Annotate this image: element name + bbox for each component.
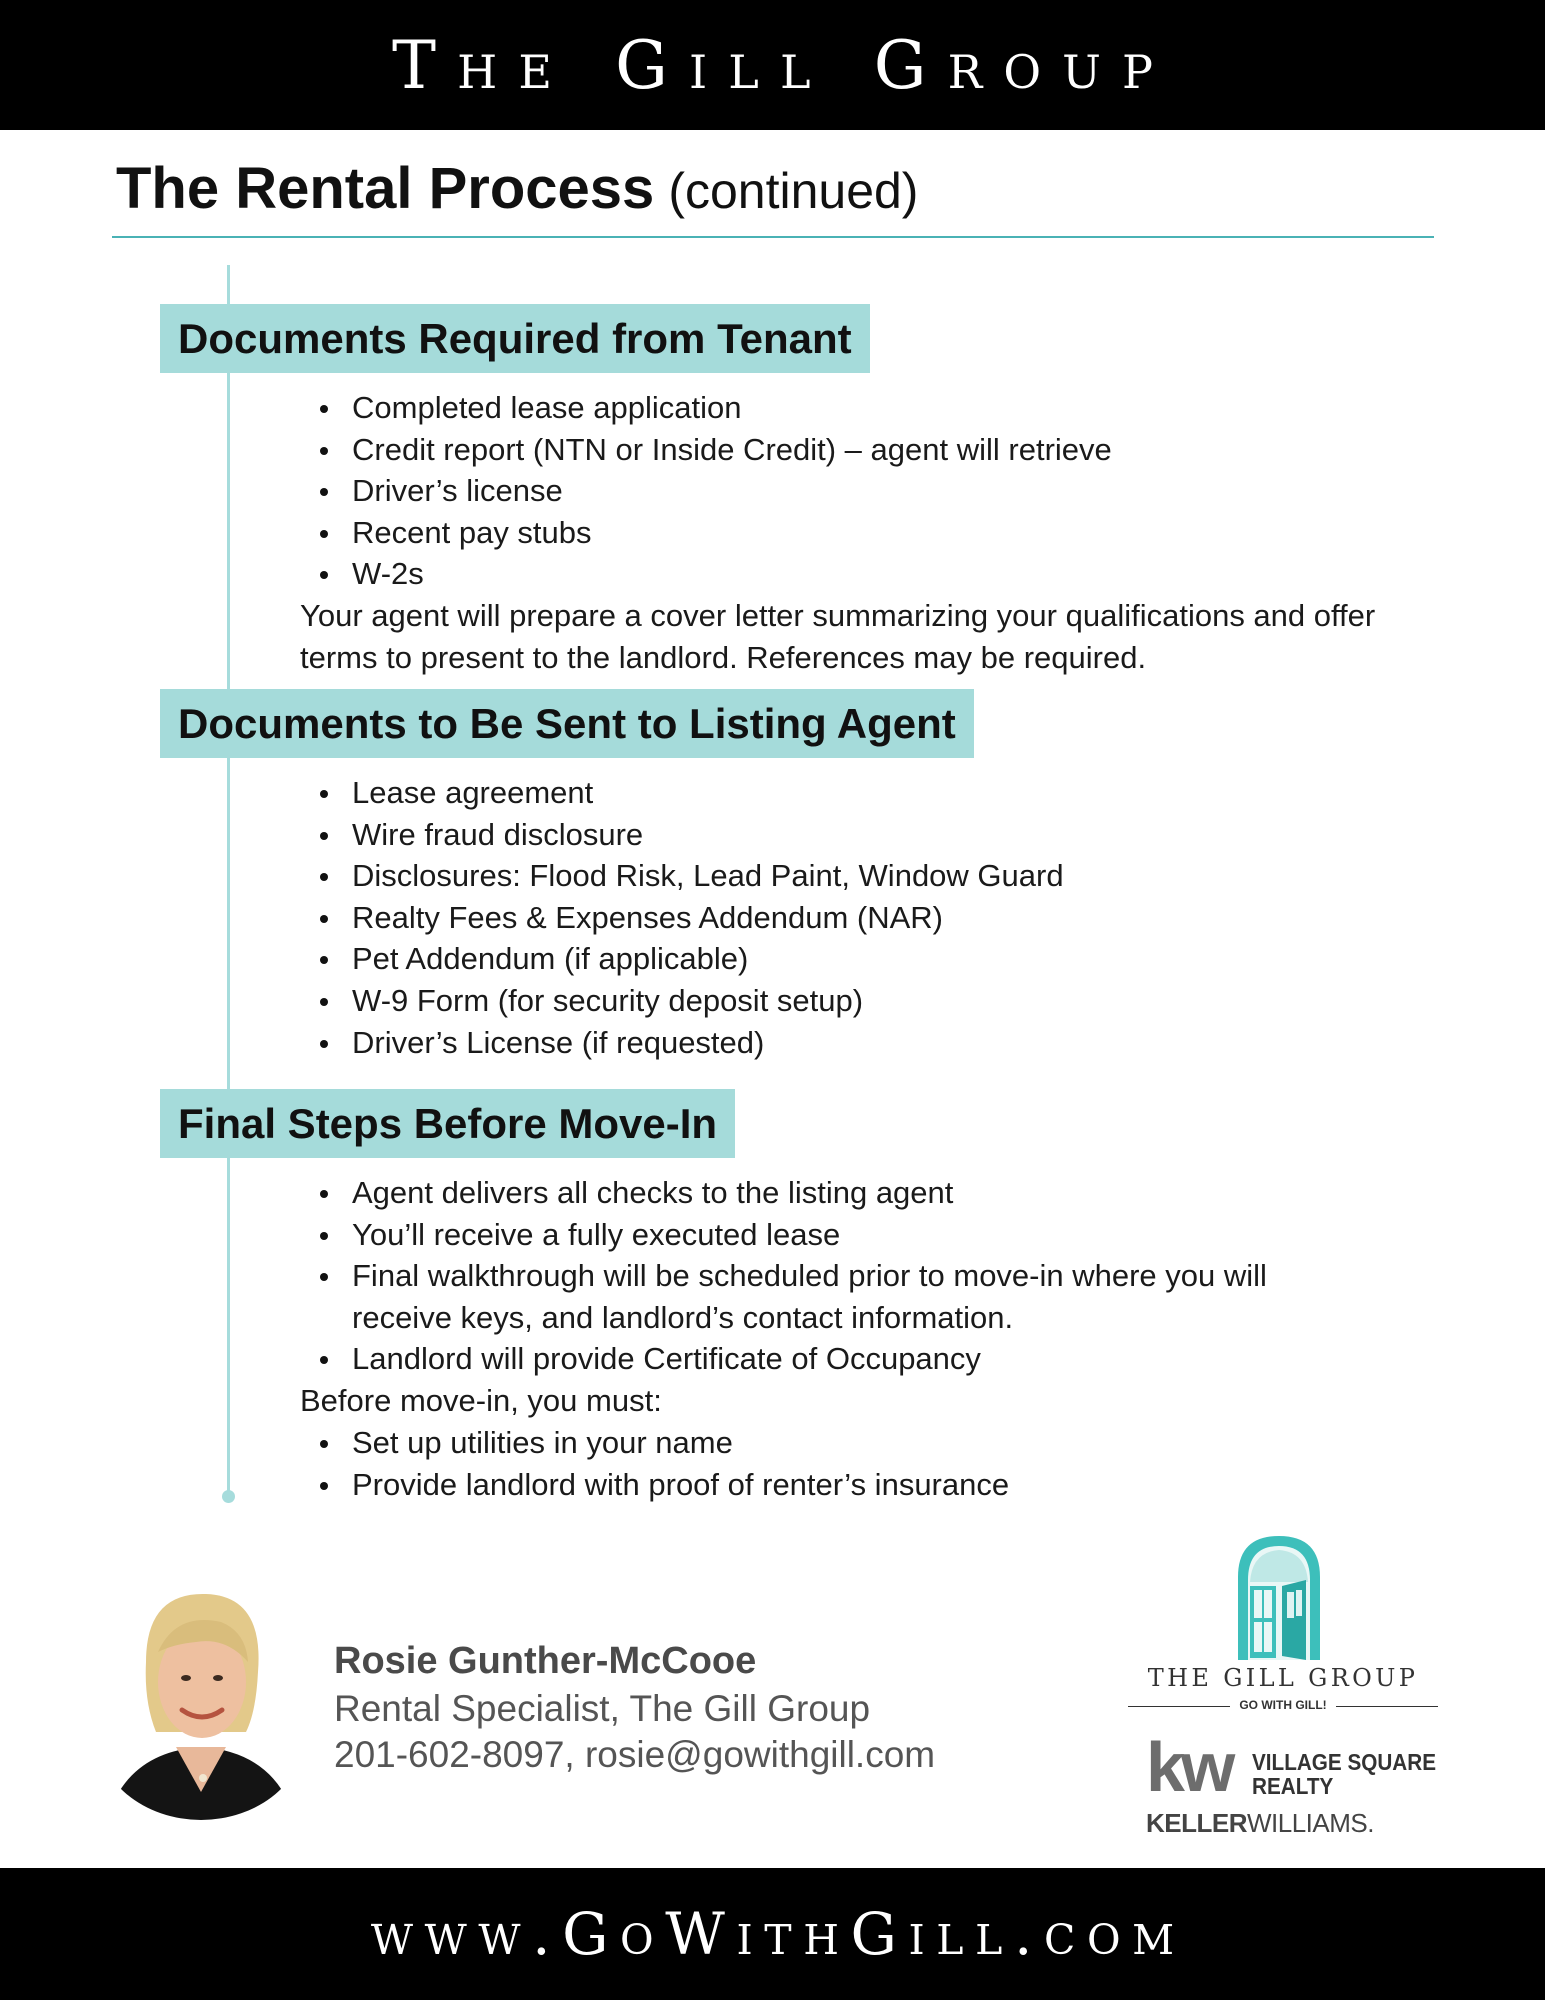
kw-keller-bold: KELLER (1146, 1808, 1247, 1838)
heading-divider (112, 236, 1434, 238)
page-title (116, 155, 918, 222)
cover-letter-note: Your agent will prepare a cover letter summarizing your qualifications and offer terms to present to the landlord. References may be required. (300, 598, 1376, 675)
list-item: Driver’s License (if requested) (300, 1022, 1064, 1064)
section-title-tenant-documents: Documents Required from Tenant (160, 304, 870, 373)
list-item: Completed lease application (300, 387, 1112, 429)
list-item: Provide landlord with proof of renter’s insurance (300, 1464, 1009, 1506)
tenant-documents-list (300, 387, 1112, 595)
list-item: Driver’s license (300, 470, 1112, 512)
list-item: Agent delivers all checks to the listing agent (300, 1172, 1360, 1214)
brand-title: The Gill Group (391, 26, 1175, 104)
page-title-main: The Rental Process (116, 156, 655, 221)
gill-tagline: GO WITH GILL! (1239, 1698, 1327, 1712)
website-link[interactable]: www.GoWithGill.com (370, 1900, 1186, 1968)
list-item: Final walkthrough will be scheduled prior to move-in where you will receive keys, and landlord’s contact information. (300, 1255, 1360, 1338)
door-logo-icon (1234, 1532, 1324, 1662)
kw-williams: WILLIAMS. (1247, 1808, 1374, 1838)
brand-logos (1128, 1532, 1438, 1842)
list-item: Wire fraud disclosure (300, 814, 1064, 856)
listing-agent-documents-list (300, 772, 1064, 1063)
kw-office-line1: VILLAGE SQUARE (1252, 1749, 1437, 1775)
section-title-listing-agent-documents: Documents to Be Sent to Listing Agent (160, 689, 974, 758)
list-item: Realty Fees & Expenses Addendum (NAR) (300, 897, 1064, 939)
tagline-rule-right (1336, 1706, 1438, 1707)
section-title-final-steps: Final Steps Before Move-In (160, 1089, 735, 1158)
before-move-in-list (300, 1422, 1009, 1505)
contact-role: Rental Specialist, The Gill Group (334, 1688, 871, 1729)
list-item: You’ll receive a fully executed lease (300, 1214, 1360, 1256)
list-item: Lease agreement (300, 772, 1064, 814)
list-item: Recent pay stubs (300, 512, 1112, 554)
list-item: W-2s (300, 553, 1112, 595)
header-band (0, 0, 1545, 130)
agent-avatar (96, 1582, 306, 1822)
list-item: Pet Addendum (if applicable) (300, 938, 1064, 980)
gill-group-logo-text: THE GILL GROUP (1147, 1664, 1419, 1692)
list-item: Landlord will provide Certificate of Occupancy (300, 1338, 1360, 1380)
contact-name: Rosie Gunther-McCooe (334, 1640, 757, 1682)
footer-band (0, 1868, 1545, 2000)
kw-office-name (1252, 1750, 1436, 1798)
timeline-end-dot (222, 1490, 235, 1503)
contact-details[interactable]: 201-602-8097, rosie@gowithgill.com (334, 1734, 936, 1775)
timeline-line (227, 265, 230, 1495)
page-title-sub: (continued) (668, 163, 919, 219)
kw-office-line2: REALTY (1252, 1773, 1334, 1799)
tagline-rule-left (1128, 1706, 1230, 1707)
contact-card (334, 1636, 935, 1778)
list-item: Set up utilities in your name (300, 1422, 1009, 1464)
keller-williams-wordmark (1146, 1808, 1374, 1839)
list-item: W-9 Form (for security deposit setup) (300, 980, 1064, 1022)
kw-logo-mark: kw (1146, 1728, 1232, 1806)
final-steps-list (300, 1172, 1360, 1380)
list-item: Disclosures: Flood Risk, Lead Paint, Window Guard (300, 855, 1064, 897)
gill-tagline-row (1128, 1698, 1438, 1714)
list-item: Credit report (NTN or Inside Credit) – agent will retrieve (300, 429, 1112, 471)
before-move-in-label: Before move-in, you must: (300, 1383, 662, 1418)
